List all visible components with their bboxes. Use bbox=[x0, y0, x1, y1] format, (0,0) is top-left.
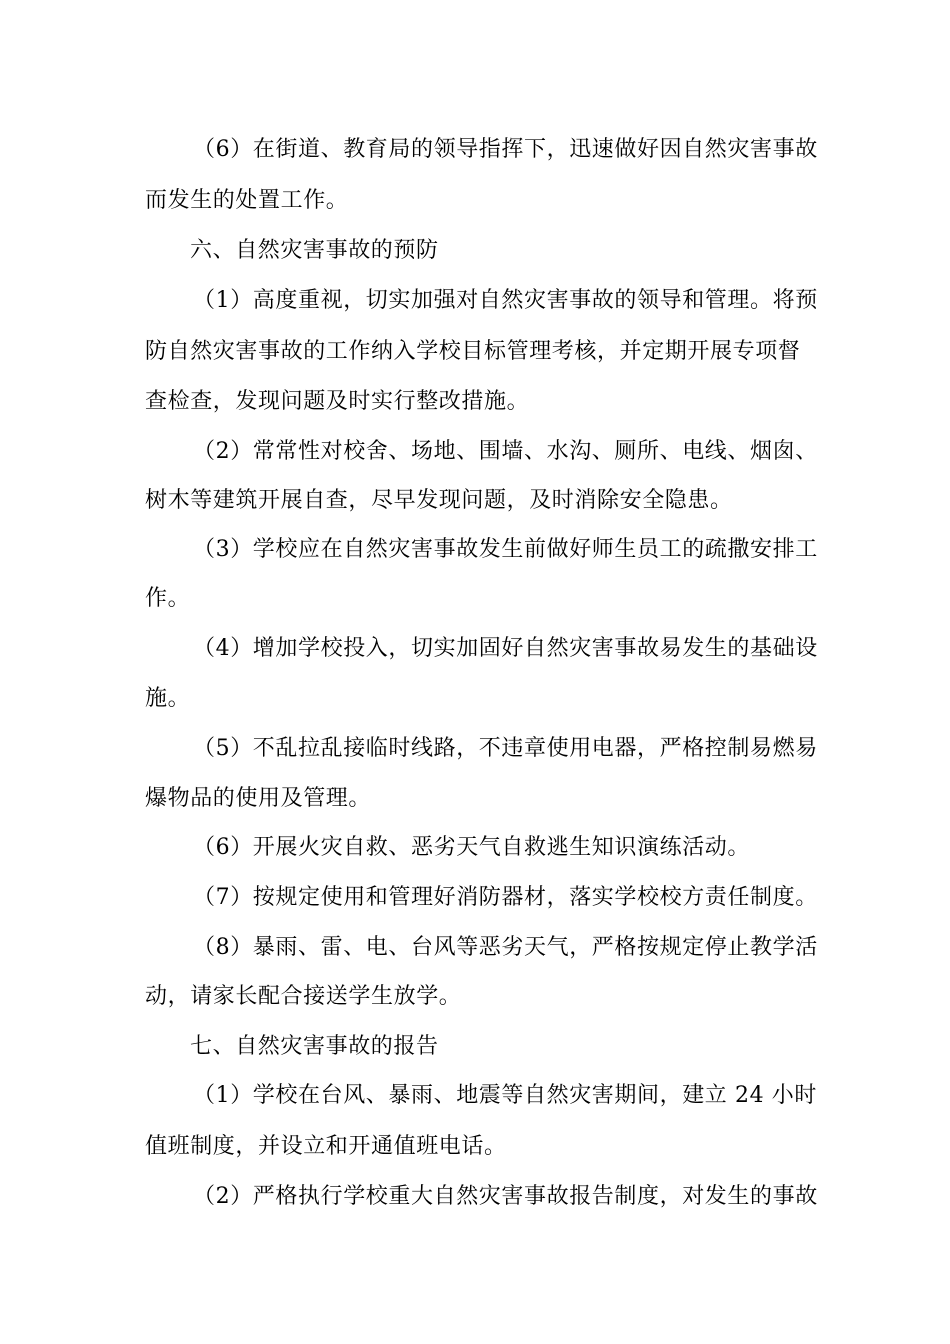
paragraph-line: 动，请家长配合接送学生放学。 bbox=[145, 984, 462, 1009]
paragraph-line: 防自然灾害事故的工作纳入学校目标管理考核，并定期开展专项督 bbox=[145, 339, 801, 364]
paragraph-line: （5）不乱拉乱接临时线路，不违章使用电器，严格控制易燃易 bbox=[193, 736, 818, 761]
paragraph-line: 而发生的处置工作。 bbox=[145, 188, 349, 213]
paragraph-line: 作。 bbox=[145, 586, 191, 611]
paragraph-line: （2）常常性对校舍、场地、围墙、水沟、厕所、电线、烟囱、 bbox=[193, 439, 818, 464]
paragraph-line: 爆物品的使用及管理。 bbox=[145, 786, 372, 811]
paragraph-line: （7）按规定使用和管理好消防器材，落实学校校方责任制度。 bbox=[193, 885, 818, 910]
paragraph-line: （4）增加学校投入，切实加固好自然灾害事故易发生的基础设 bbox=[193, 636, 818, 661]
paragraph-line: （6）开展火灾自救、恶劣天气自救逃生知识演练活动。 bbox=[193, 835, 750, 860]
paragraph-line: （3）学校应在自然灾害事故发生前做好师生员工的疏撒安排工 bbox=[193, 537, 818, 562]
paragraph-line: 查检查，发现问题及时实行整改措施。 bbox=[145, 389, 530, 414]
paragraph-line: 树木等建筑开展自查，尽早发现问题，及时消除安全隐患。 bbox=[145, 488, 733, 513]
paragraph-line: （1）高度重视，切实加强对自然灾害事故的领导和管理。将预 bbox=[193, 288, 818, 313]
paragraph-line: 值班制度，并设立和开通值班电话。 bbox=[145, 1134, 507, 1159]
paragraph-line: （2）严格执行学校重大自然灾害事故报告制度，对发生的事故 bbox=[193, 1184, 818, 1209]
paragraph-line: （8）暴雨、雷、电、台风等恶劣天气，严格按规定停止教学活 bbox=[193, 935, 818, 960]
section-heading: 七、自然灾害事故的报告 bbox=[190, 1034, 439, 1059]
paragraph-line: 施。 bbox=[145, 686, 191, 711]
paragraph-line: （6）在街道、教育局的领导指挥下，迅速做好因自然灾害事故 bbox=[193, 137, 818, 162]
paragraph-line: （1）学校在台风、暴雨、地震等自然灾害期间，建立 24 小时 bbox=[193, 1083, 817, 1108]
section-heading: 六、自然灾害事故的预防 bbox=[190, 238, 439, 263]
